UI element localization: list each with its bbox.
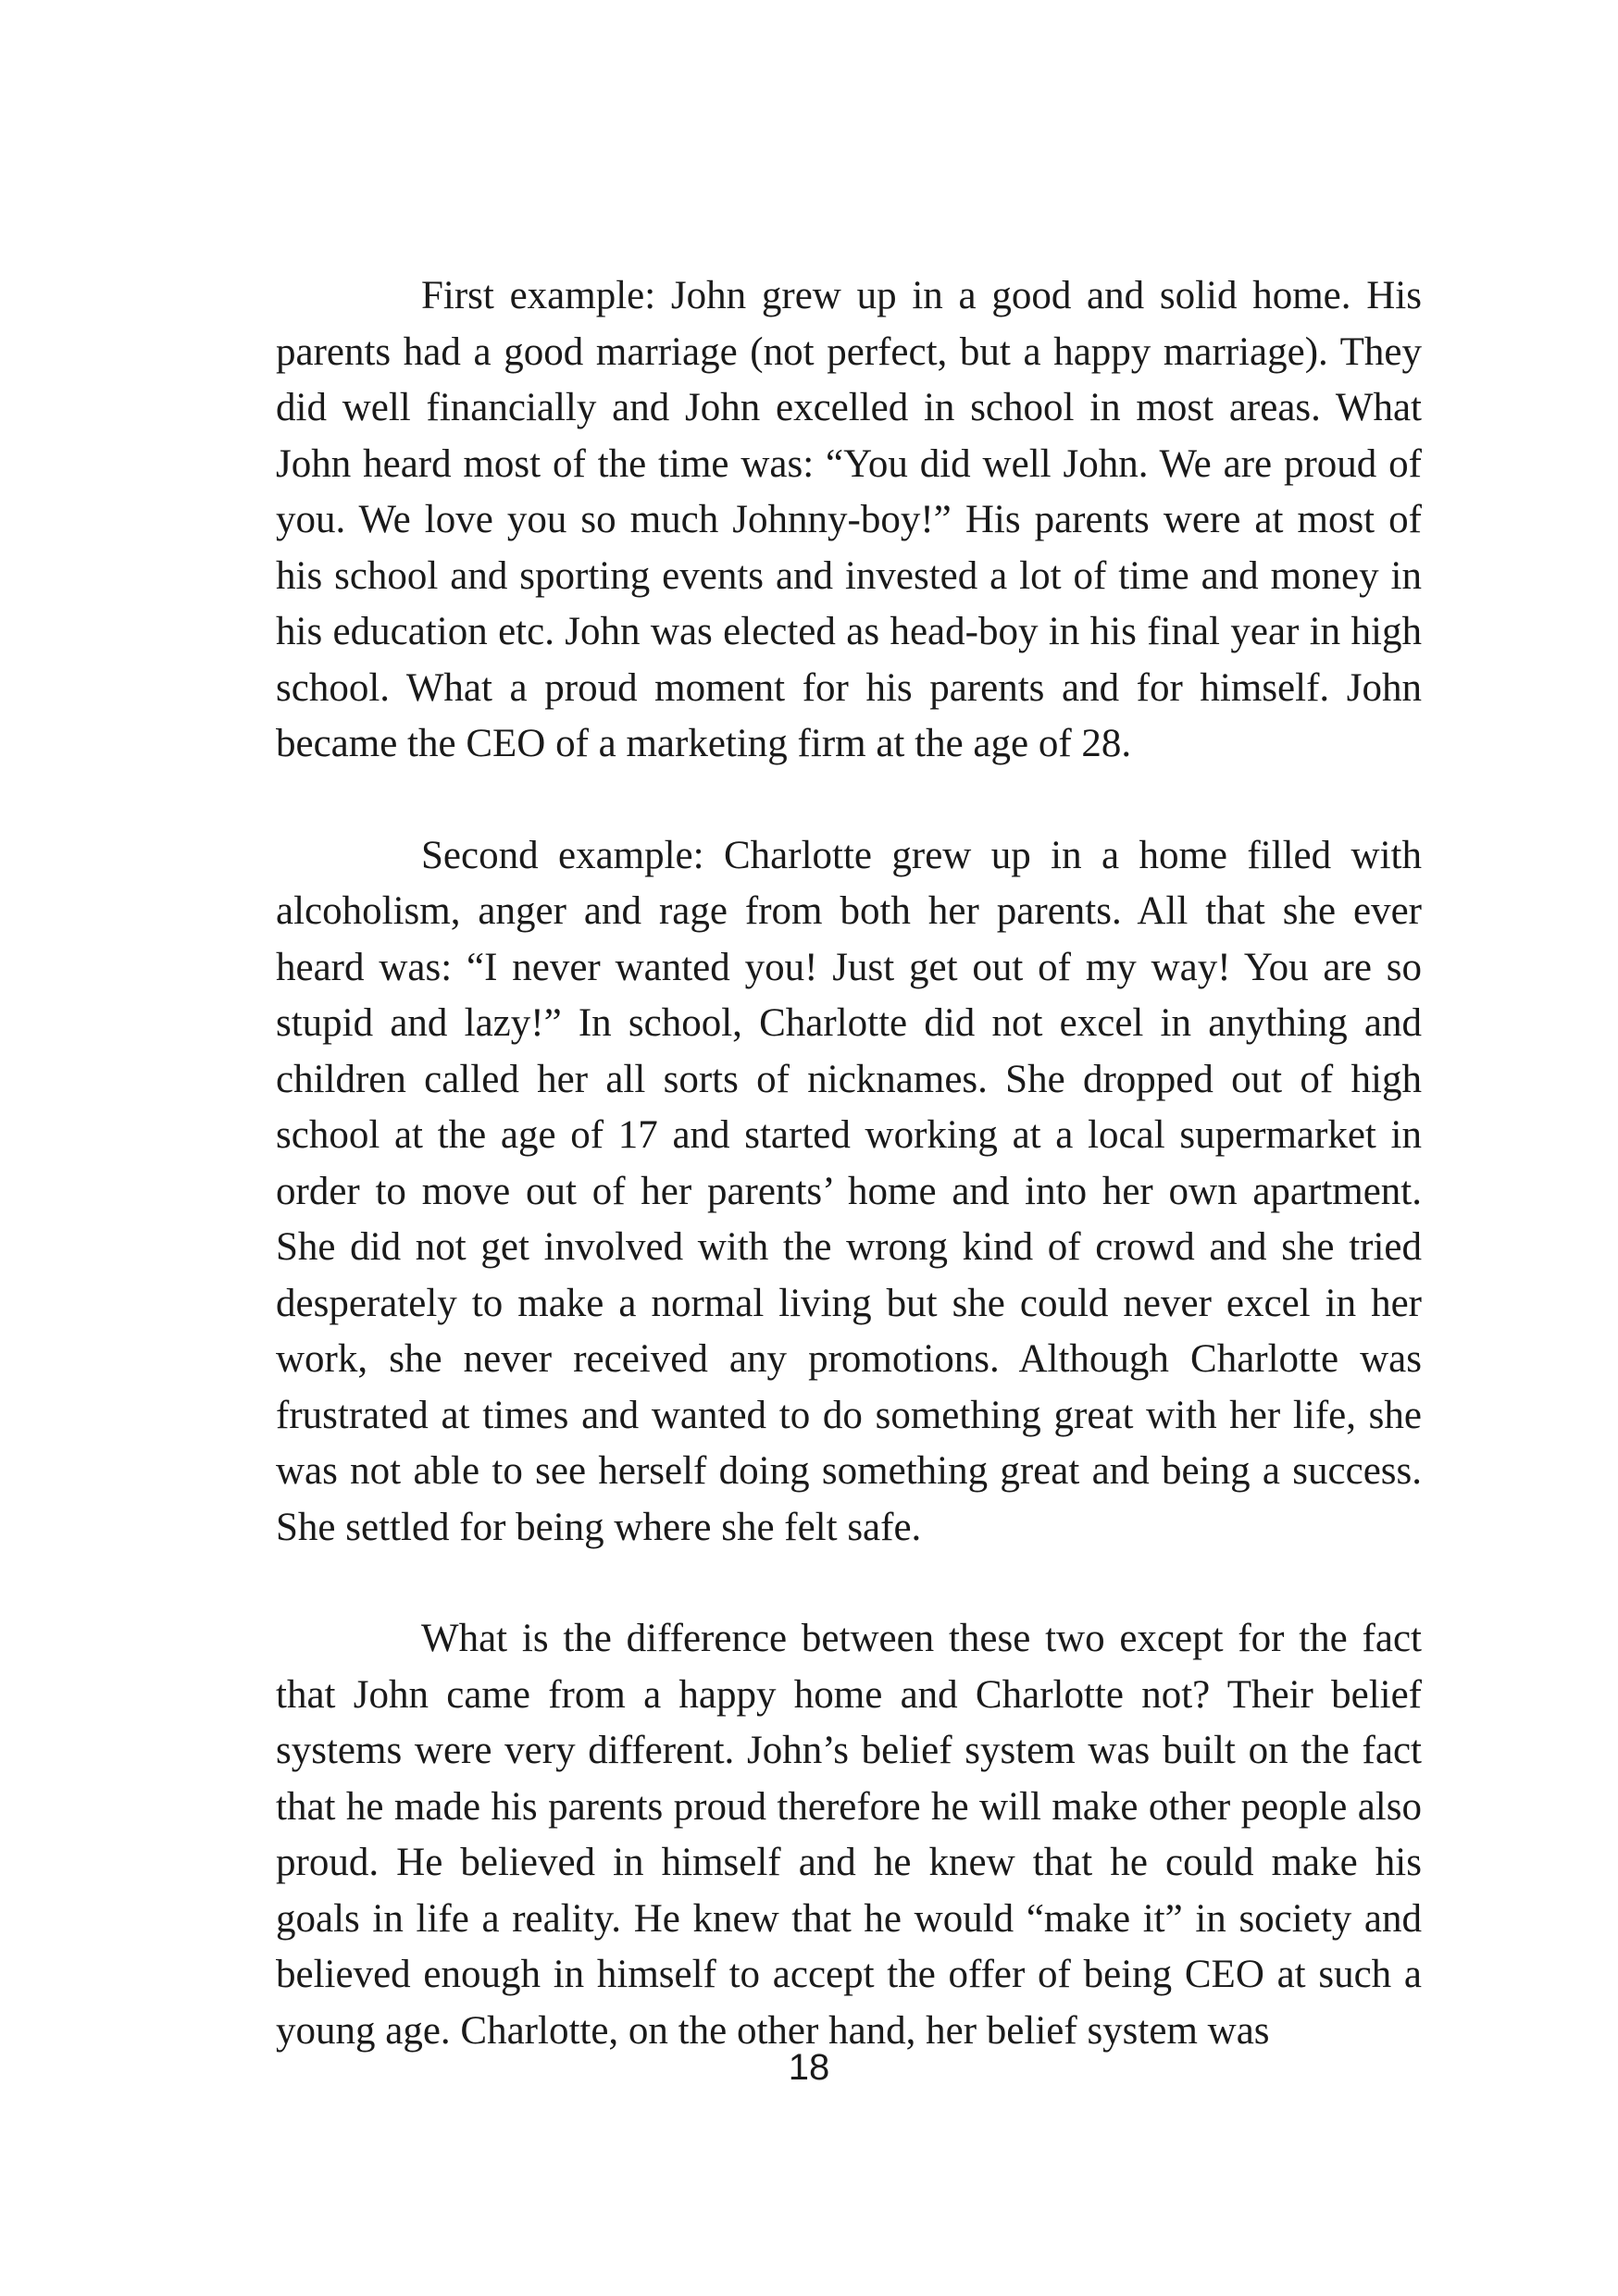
body-text [276, 268, 1422, 2115]
paragraph-difference: What is the difference between these two except for the fact that John came from a happy home and Charlotte not? Their belief systems were very different. John’s belief system was built on the fact that he made his parents proud therefore he will make other people also proud. He believed in himself and he knew that he could make his goals in life a reality. He knew that he would “make it” in society and believed enough in himself to accept the offer of being CEO at such a young age. Charlotte, on the other hand, her belief system was [276, 1617, 1422, 2053]
paragraph-first-example: First example: John grew up in a good and solid home. His parents had a good marriage (not perfect, but a happy marriage). They did well financially and John excelled in school in most areas. What John heard most of the time was: “You did well John. We are proud of you. We love you so much Johnny-boy!” His parents were at most of his school and sporting events and invested a lot of time and money in his education etc. John was elected as head-boy in his final year in high school. What a proud moment for his parents and for himself. John became the CEO of a marketing firm at the age of 28. [276, 274, 1422, 765]
page-number: 18 [788, 2047, 830, 2088]
paragraph-second-example: Second example: Charlotte grew up in a home filled with alcoholism, anger and rage from both her parents. All that she ever heard was: “I never wanted you! Just get out of my way! You are so stupid and lazy!” In school, Charlotte did not excel in anything and children called her all sorts of nicknames. She dropped out of high school at the age of 17 and started working at a local supermarket in order to move out of her parents’ home and into her own apartment. She did not get involved with the wrong kind of crowd and she tried desperately to make a normal living but she could never excel in her work, she never received any promotions. Although Charlotte was frustrated at times and wanted to do something great with her life, she was not able to see herself doing something great and being a success. She settled for being where she felt safe. [276, 833, 1422, 1549]
